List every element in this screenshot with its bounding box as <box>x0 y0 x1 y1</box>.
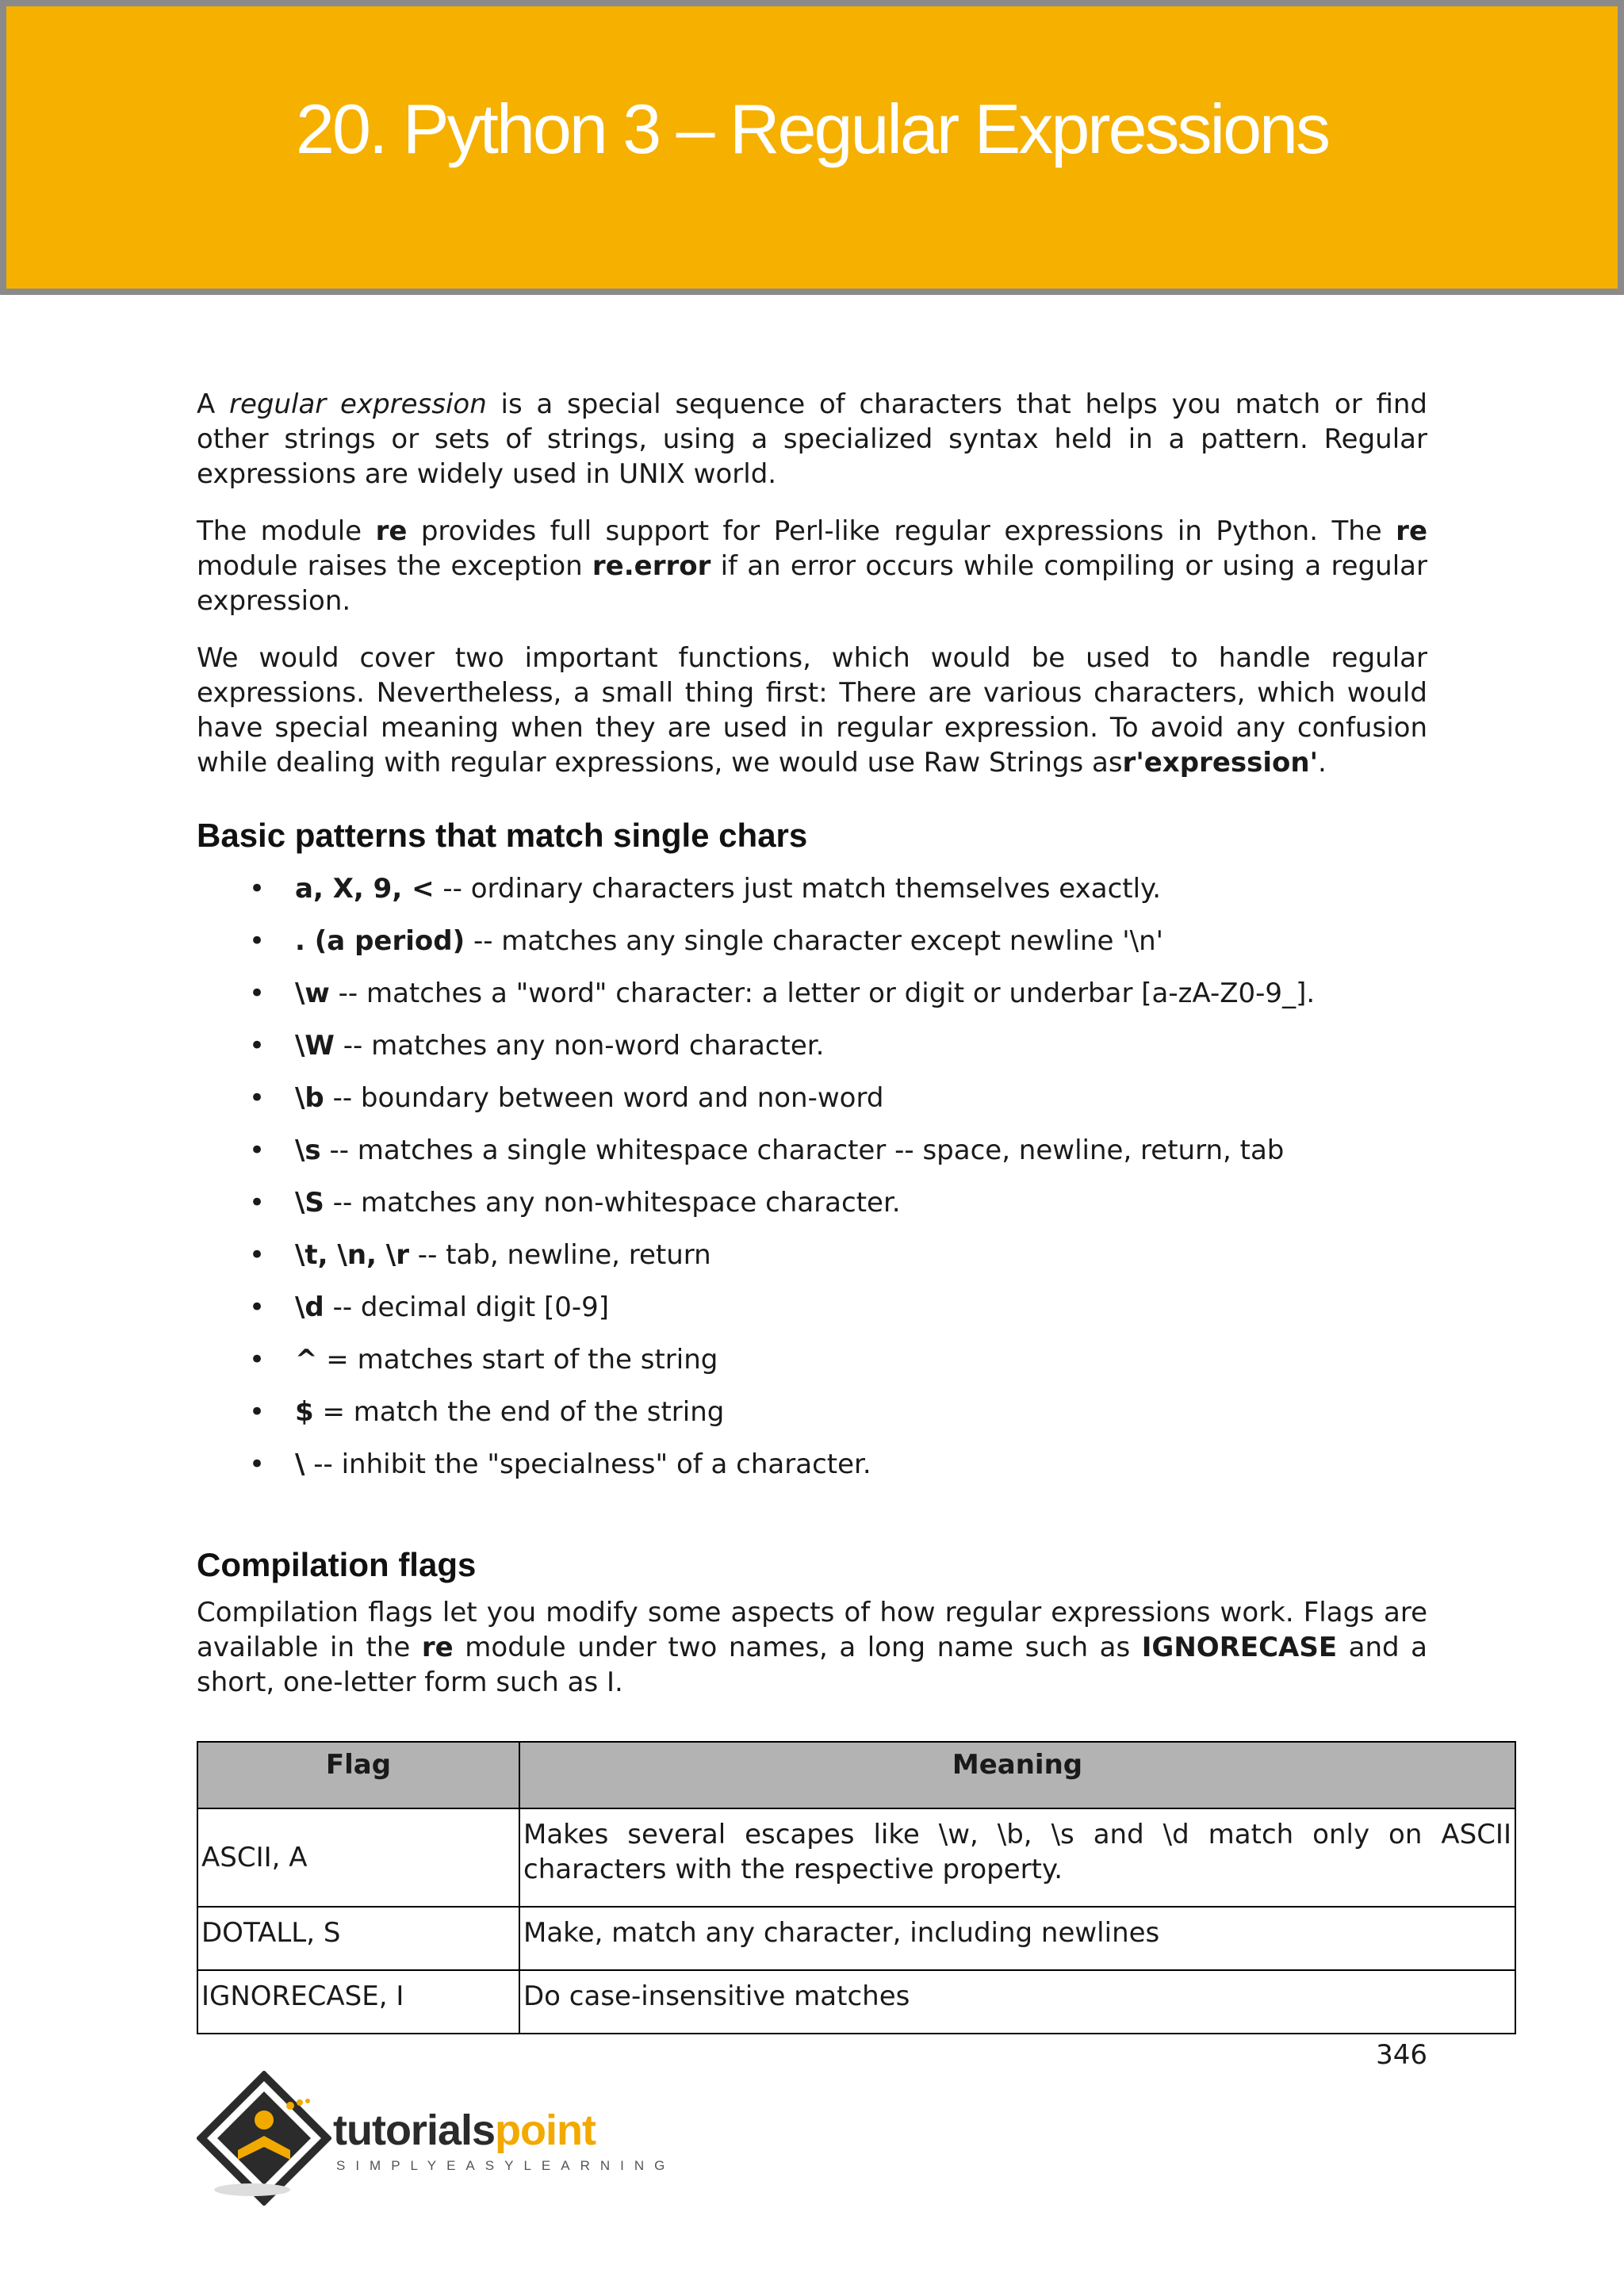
list-item <box>197 974 1427 1026</box>
page-number: 346 <box>1376 2039 1427 2071</box>
pattern-description: -- matches a "word" character: a letter or digit or underbar [a-zA-Z0-9_]. <box>329 978 1316 1009</box>
pattern-code: . (a period) <box>295 925 465 957</box>
table-row <box>197 1808 1515 1907</box>
pattern-code: \S <box>295 1187 324 1219</box>
pattern-description: -- boundary between word and non-word <box>324 1082 884 1114</box>
table-row <box>197 1970 1515 2034</box>
list-item <box>197 869 1427 921</box>
pattern-description: -- matches a single whitespace character -- space, newline, return, tab <box>320 1135 1285 1166</box>
pattern-code: \b <box>295 1082 324 1114</box>
emphasis-text: regular expression <box>229 388 487 420</box>
pattern-code: \w <box>295 978 330 1009</box>
bullet-icon: • <box>249 1030 266 1062</box>
text-run: The module <box>197 515 376 547</box>
chapter-title: 20. Python 3 – Regular Expressions <box>296 90 1328 168</box>
table-header-row <box>197 1742 1515 1808</box>
flag-cell: ASCII, A <box>197 1808 519 1907</box>
flags-table <box>197 1741 1516 2034</box>
list-item <box>197 1392 1427 1445</box>
pattern-description: -- matches any non-whitespace character. <box>324 1187 901 1219</box>
logo-wordmark-part: tutorials <box>333 2107 496 2154</box>
table-row <box>197 1907 1515 1970</box>
tutorialspoint-logo <box>197 2071 676 2206</box>
pattern-description: -- inhibit the "specialness" of a character. <box>304 1448 871 1480</box>
list-item <box>197 1288 1427 1340</box>
logo-wordmark-part: point <box>495 2107 596 2154</box>
bullet-icon: • <box>249 1082 266 1114</box>
bullet-icon: • <box>249 1187 266 1219</box>
text-run: is a special sequence of characters that helps you match or find other strings or sets of strings, using a specialized syntax held in a pattern. Regular expressions are widely used in UNIX world. <box>197 388 1427 490</box>
section-heading-compilation-flags: Compilation flags <box>197 1546 477 1583</box>
pattern-code: \ <box>295 1448 305 1480</box>
list-item <box>197 1235 1427 1288</box>
logo-wordmark <box>333 2106 596 2155</box>
intro-paragraph-2 <box>197 514 1427 618</box>
pattern-code: \s <box>295 1135 321 1166</box>
list-item <box>197 1340 1427 1392</box>
section-heading-basic-patterns: Basic patterns that match single chars <box>197 817 808 854</box>
bullet-icon: • <box>249 1344 266 1376</box>
list-item <box>197 1131 1427 1183</box>
text-run: module under two names, a long name such as <box>453 1632 1142 1663</box>
list-item <box>197 1183 1427 1235</box>
logo-diamond-icon <box>197 2071 331 2206</box>
pattern-list <box>197 869 1427 1497</box>
pattern-description: -- matches any non-word character. <box>334 1030 825 1062</box>
bold-term: re <box>375 515 408 547</box>
logo-tagline: SIMPLYEASYLEARNING <box>336 2158 676 2173</box>
bullet-icon: • <box>249 1135 266 1166</box>
list-item <box>197 1078 1427 1131</box>
text-run: Compilation flags let you modify some aspects of how regular expressions work. Flags are available in the <box>197 1597 1427 1663</box>
column-header-flag: Flag <box>197 1742 519 1808</box>
intro-paragraph-1 <box>197 387 1427 492</box>
list-item <box>197 921 1427 974</box>
bold-term: IGNORECASE <box>1141 1632 1338 1663</box>
pattern-description: -- tab, newline, return <box>409 1239 711 1271</box>
list-item <box>197 1026 1427 1078</box>
intro-paragraph-3 <box>197 641 1427 780</box>
flags-paragraph <box>197 1595 1427 1700</box>
text-run: module raises the exception <box>197 550 592 582</box>
text-run: and a short, one-letter form such as I. <box>197 1632 1427 1698</box>
bullet-icon: • <box>249 873 266 905</box>
bullet-icon: • <box>249 1396 266 1428</box>
text-run: provides full support for Perl-like regular expressions in Python. The <box>407 515 1396 547</box>
text-run: We would cover two important functions, which would be used to handle regular expressions. Nevertheless, a small thing first: There are various characters, which would have special meaning when they are used in regular expression. To avoid any confusion while dealing with regular expressions, we would use Raw Strings as <box>197 642 1427 779</box>
page-content <box>197 387 1427 1722</box>
column-header-meaning: Meaning <box>519 1742 1515 1808</box>
pattern-code: a, X, 9, < <box>295 873 435 905</box>
pattern-description: = match the end of the string <box>313 1396 725 1428</box>
bullet-icon: • <box>249 978 266 1009</box>
pattern-code: ^ <box>295 1344 318 1376</box>
pattern-description: = matches start of the string <box>317 1344 718 1376</box>
pattern-code: \t, \n, \r <box>295 1239 409 1271</box>
pattern-description: -- decimal digit [0-9] <box>324 1292 610 1323</box>
bullet-icon: • <box>249 925 266 957</box>
chapter-banner <box>0 0 1624 295</box>
bold-term: re <box>1396 515 1427 547</box>
pattern-code: \d <box>295 1292 324 1323</box>
meaning-cell: Make, match any character, including newlines <box>519 1907 1515 1970</box>
pattern-code: \W <box>295 1030 335 1062</box>
flag-cell: DOTALL, S <box>197 1907 519 1970</box>
bullet-icon: • <box>249 1292 266 1323</box>
flag-cell: IGNORECASE, I <box>197 1970 519 2034</box>
meaning-cell: Makes several escapes like \w, \b, \s and \d match only on ASCII characters with the respective property. <box>519 1808 1515 1907</box>
list-item <box>197 1445 1427 1497</box>
pattern-description: -- matches any single character except newline '\n' <box>465 925 1163 957</box>
bullet-icon: • <box>249 1239 266 1271</box>
bold-term: re <box>421 1632 454 1663</box>
pattern-code: $ <box>295 1396 314 1428</box>
text-run: A <box>197 388 229 420</box>
bold-term: re.error <box>592 550 711 582</box>
pattern-description: -- ordinary characters just match themselves exactly. <box>434 873 1162 905</box>
text-run: . <box>1317 747 1327 779</box>
text-run: if an error occurs while compiling or using a regular expression. <box>197 550 1427 617</box>
bullet-icon: • <box>249 1448 266 1480</box>
bold-term: r'expression' <box>1122 747 1318 779</box>
meaning-cell: Do case-insensitive matches <box>519 1970 1515 2034</box>
